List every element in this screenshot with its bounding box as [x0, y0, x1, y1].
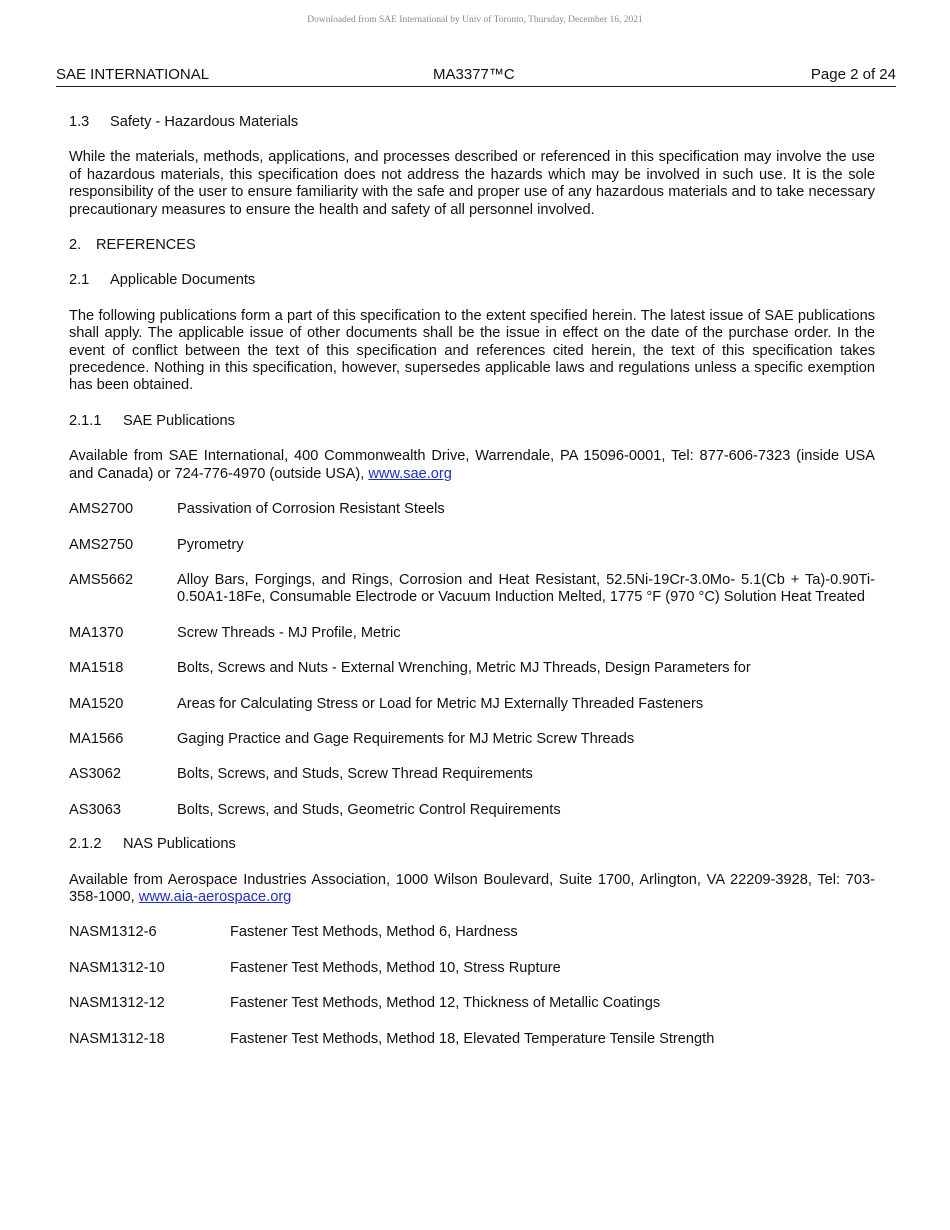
reference-item	[69, 660, 875, 677]
reference-title: Passivation of Corrosion Resistant Steels	[177, 501, 445, 518]
reference-title: Areas for Calculating Stress or Load for Metric MJ Externally Threaded Fasteners	[177, 695, 704, 712]
reference-code: NASM1312-12	[69, 995, 165, 1012]
section-number: 2.1	[69, 272, 90, 289]
section-2-1-1-heading	[69, 413, 875, 430]
sae-availability-text: Available from SAE International, 400 Commonwealth Drive, Warrendale, PA 15096-0001, Tel: 877-606-7323 (inside USA and Canada) or 724-776-4970 (outside USA),	[69, 448, 875, 482]
section-1-3-heading	[69, 114, 875, 131]
section-number: 2.1.1	[69, 412, 102, 429]
header-page-number: Page 2 of 24	[810, 66, 896, 83]
reference-title: Screw Threads - MJ Profile, Metric	[177, 624, 401, 641]
reference-title: Alloy Bars, Forgings, and Rings, Corrosion and Heat Resistant, 52.5Ni-19Cr-3.0Mo- 5.1(Cb + Ta)-0.90Ti-0.50A1-18Fe, Consumable Electrode or Vacuum Induction Melted, 1775 °F (970 °C) Solution Heat Treated	[177, 571, 875, 606]
reference-code: AMS2750	[69, 536, 134, 553]
reference-title: Bolts, Screws, and Studs, Geometric Control Requirements	[177, 801, 561, 818]
section-2-1-heading	[69, 272, 875, 289]
reference-code: NASM1312-6	[69, 924, 157, 941]
reference-title: Pyrometry	[177, 536, 244, 553]
header-document-number: MA3377™C	[433, 66, 515, 83]
section-number: 2.1.2	[69, 836, 102, 853]
header-organization: SAE INTERNATIONAL	[56, 66, 210, 83]
reference-item	[69, 501, 875, 518]
section-title: Applicable Documents	[110, 272, 256, 289]
reference-code: AMS2700	[69, 501, 134, 518]
reference-code: MA1518	[69, 660, 124, 677]
page-header	[56, 66, 896, 87]
applicable-documents-paragraph: The following publications form a part of this specification to the extent specified herein. The latest issue of SAE publications shall apply. The applicable issue of other documents shall be the issue in effect on the date of the purchase order. In the event of conflict between the text of this specification and references cited herein, the text of this specification takes precedence. Nothing in this specification, however, supersedes applicable laws and regulations unless a specific exemption has been obtained.	[69, 307, 875, 394]
reference-title: Gaging Practice and Gage Requirements for MJ Metric Screw Threads	[177, 730, 635, 747]
reference-item	[69, 731, 875, 748]
reference-code: MA1520	[69, 695, 124, 712]
reference-title: Fastener Test Methods, Method 10, Stress Rupture	[230, 959, 561, 976]
nas-availability-paragraph	[69, 872, 875, 907]
section-title: SAE Publications	[123, 412, 235, 429]
section-number: 2.	[69, 237, 82, 254]
reference-item	[69, 625, 875, 642]
safety-paragraph: While the materials, methods, applications, and processes described or referenced in this specification may involve the use of hazardous materials, this specification does not address the hazards which may be involved in such use. It is the sole responsibility of the user to ensure familiarity with the safe and proper use of any hazardous materials and to take necessary precautionary measures to ensure the health and safety of all personnel involved.	[69, 149, 875, 218]
section-title: REFERENCES	[96, 237, 196, 254]
reference-item	[69, 802, 875, 819]
reference-item	[69, 537, 875, 554]
page-content	[69, 114, 875, 1066]
sae-availability-paragraph	[69, 448, 875, 483]
reference-code: AS3063	[69, 801, 121, 818]
reference-code: MA1370	[69, 624, 124, 641]
reference-code: MA1566	[69, 730, 124, 747]
sae-reference-list	[69, 501, 875, 819]
section-number: 1.3	[69, 114, 90, 130]
reference-code: NASM1312-18	[69, 1030, 165, 1047]
reference-title: Bolts, Screws, and Studs, Screw Thread Requirements	[177, 766, 533, 783]
reference-code: NASM1312-10	[69, 959, 165, 976]
reference-item	[69, 960, 875, 977]
nas-reference-list	[69, 924, 875, 1048]
reference-title: Fastener Test Methods, Method 12, Thickness of Metallic Coatings	[230, 995, 661, 1012]
reference-title: Bolts, Screws and Nuts - External Wrenching, Metric MJ Threads, Design Parameters for	[177, 660, 751, 677]
reference-item	[69, 995, 875, 1012]
section-title: Safety - Hazardous Materials	[110, 114, 299, 130]
download-watermark: Downloaded from SAE International by Univ of Toronto, Thursday, December 16, 2021	[307, 15, 643, 25]
nas-availability-text: Available from Aerospace Industries Association, 1000 Wilson Boulevard, Suite 1700, Arlington, VA 22209-3928, Tel: 703-358-1000,	[69, 871, 875, 905]
reference-item	[69, 1031, 875, 1048]
reference-item	[69, 696, 875, 713]
sae-website-link[interactable]: www.sae.org	[368, 465, 452, 482]
aia-website-link[interactable]: www.aia-aerospace.org	[138, 888, 292, 905]
section-title: NAS Publications	[123, 836, 236, 853]
reference-item	[69, 572, 875, 607]
reference-item	[69, 766, 875, 783]
reference-code: AS3062	[69, 766, 121, 783]
reference-title: Fastener Test Methods, Method 6, Hardness	[230, 924, 518, 941]
reference-code: AMS5662	[69, 571, 134, 588]
reference-title: Fastener Test Methods, Method 18, Elevated Temperature Tensile Strength	[230, 1030, 715, 1047]
reference-item	[69, 924, 875, 941]
section-2-1-2-heading	[69, 836, 875, 853]
section-2-heading	[69, 237, 875, 254]
